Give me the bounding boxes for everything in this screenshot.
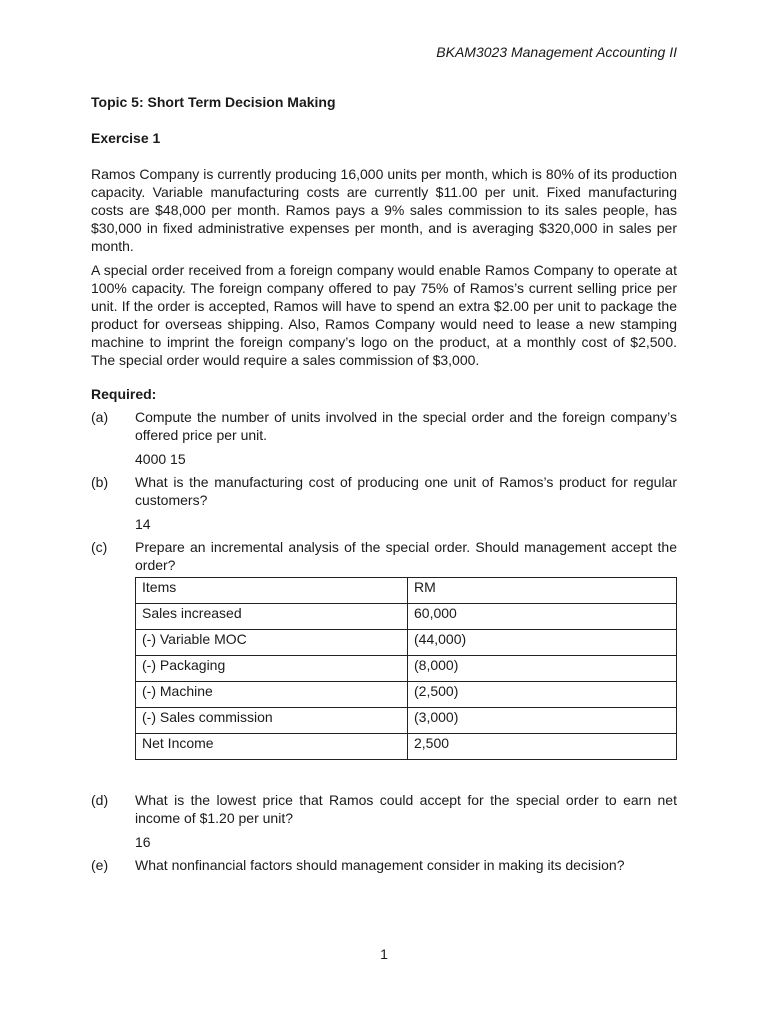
table-header-items: Items — [136, 578, 408, 604]
table-cell-amount: (44,000) — [408, 630, 677, 656]
table-cell-item: (-) Packaging — [136, 656, 408, 682]
document-body — [91, 93, 677, 874]
table-cell-item: Net Income — [136, 734, 408, 760]
incremental-analysis-table — [135, 577, 677, 760]
table-row — [136, 682, 677, 708]
table-cell-item: (-) Machine — [136, 682, 408, 708]
table-cell-item: (-) Variable MOC — [136, 630, 408, 656]
answer-a: 4000 15 — [135, 451, 186, 467]
table-header-row — [136, 578, 677, 604]
question-d-text: What is the lowest price that Ramos could accept for the special order to earn net income of $1.20 per unit? — [135, 792, 677, 826]
question-d-label: (d) — [91, 792, 109, 808]
question-e-text: What nonfinancial factors should management consider in making its decision? — [135, 857, 625, 873]
question-b-text: What is the manufacturing cost of producing one unit of Ramos’s product for regular customers? — [135, 474, 677, 508]
table-cell-amount: (8,000) — [408, 656, 677, 682]
table-cell-amount: (2,500) — [408, 682, 677, 708]
question-c — [91, 538, 677, 574]
question-a-text: Compute the number of units involved in the special order and the foreign company’s offered price per unit. — [135, 409, 677, 443]
question-a-label: (a) — [91, 409, 109, 425]
table-cell-amount: (3,000) — [408, 708, 677, 734]
page-header: BKAM3023 Management Accounting II — [436, 44, 677, 60]
table-header-rm: RM — [408, 578, 677, 604]
paragraph-2: A special order received from a foreign company would enable Ramos Company to operate at 100% capacity. The foreign company offered to pay 75% of Ramos’s current selling price per unit. If the order is accepted, Ramos will have to spend an extra $2.00 per unit to package the product for overseas shipping. Also, Ramos Company would need to lease a new stamping machine to imprint the foreign company’s logo on the product, at a monthly cost of $2,500. The special order would require a sales commission of $3,000. — [91, 262, 677, 368]
question-c-text: Prepare an incremental analysis of the special order. Should management accept the order? — [135, 539, 677, 573]
required-heading: Required: — [91, 386, 157, 402]
question-b — [91, 473, 677, 509]
paragraph-1: Ramos Company is currently producing 16,000 units per month, which is 80% of its production capacity. Variable manufacturing costs are currently $11.00 per unit. Fixed manufacturing costs are $48,000 per month. Ramos pays a 9% sales commission to its sales people, has $30,000 in fixed administrative expenses per month, and is averaging $320,000 in sales per month. — [91, 166, 677, 254]
question-b-label: (b) — [91, 474, 109, 490]
table-cell-amount: 60,000 — [408, 604, 677, 630]
table-row — [136, 656, 677, 682]
answer-d: 16 — [135, 834, 151, 850]
answer-b: 14 — [135, 516, 151, 532]
topic-title: Topic 5: Short Term Decision Making — [91, 94, 336, 110]
question-e — [91, 856, 677, 874]
table-row — [136, 708, 677, 734]
question-e-label: (e) — [91, 857, 109, 873]
table-cell-amount: 2,500 — [408, 734, 677, 760]
page-number: 1 — [380, 946, 388, 962]
table-cell-item: Sales increased — [136, 604, 408, 630]
table-row — [136, 734, 677, 760]
question-d — [91, 791, 677, 827]
table-row — [136, 604, 677, 630]
question-c-label: (c) — [91, 539, 108, 555]
question-a — [91, 408, 677, 444]
table-row — [136, 630, 677, 656]
spacer — [91, 760, 677, 786]
exercise-title: Exercise 1 — [91, 130, 161, 146]
table-cell-item: (-) Sales commission — [136, 708, 408, 734]
